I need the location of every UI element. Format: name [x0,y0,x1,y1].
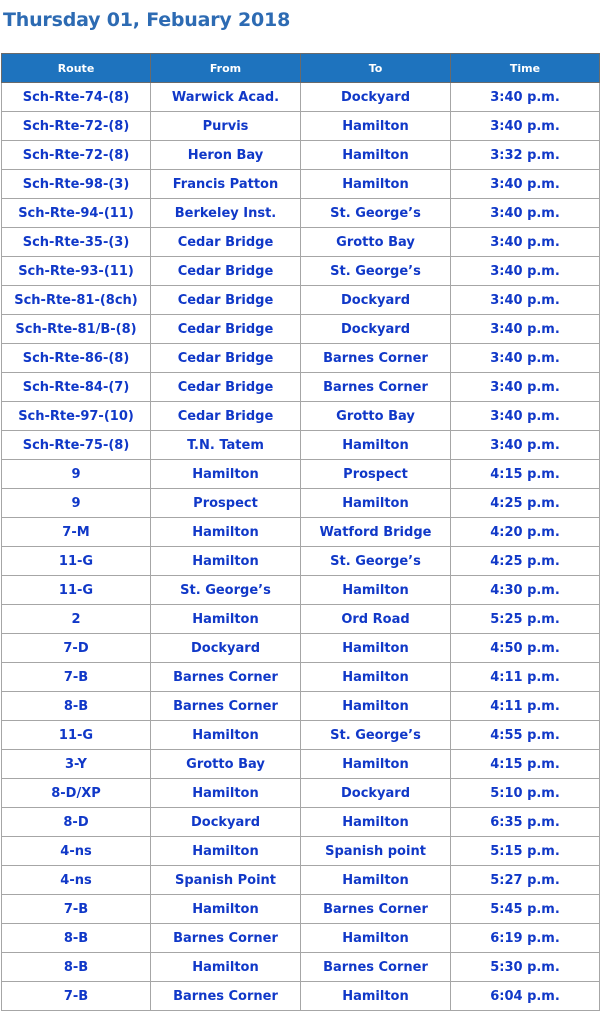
table-row [2,344,600,373]
to-cell: Dockyard [301,315,451,344]
table-row [2,779,600,808]
to-cell: Hamilton [301,170,451,199]
to-cell: Hamilton [301,489,451,518]
time-cell: 4:15 p.m. [451,460,600,489]
time-cell: 3:40 p.m. [451,257,600,286]
route-cell: 8-B [2,924,151,953]
from-cell: Hamilton [151,547,301,576]
from-cell: Spanish Point [151,866,301,895]
time-cell: 4:25 p.m. [451,547,600,576]
from-cell: Purvis [151,112,301,141]
route-cell: 7-B [2,663,151,692]
table-row [2,373,600,402]
time-cell: 4:30 p.m. [451,576,600,605]
from-cell: T.N. Tatem [151,431,301,460]
from-cell: Heron Bay [151,141,301,170]
time-cell: 6:04 p.m. [451,982,600,1011]
time-cell: 3:40 p.m. [451,431,600,460]
to-cell: Hamilton [301,112,451,141]
route-cell: Sch-Rte-35-(3) [2,228,151,257]
to-cell: Barnes Corner [301,953,451,982]
table-row [2,402,600,431]
to-cell: Hamilton [301,141,451,170]
bus-schedule-table [1,53,600,1011]
table-row [2,489,600,518]
to-cell: Dockyard [301,83,451,112]
time-cell: 4:11 p.m. [451,692,600,721]
table-row [2,924,600,953]
table-row [2,866,600,895]
route-cell: 8-B [2,692,151,721]
from-cell: Dockyard [151,634,301,663]
route-cell: 8-D/XP [2,779,151,808]
page-title: Thursday 01, Febuary 2018 [3,9,291,31]
time-cell: 3:40 p.m. [451,170,600,199]
route-cell: Sch-Rte-81-(8ch) [2,286,151,315]
to-cell: Dockyard [301,286,451,315]
to-cell: Spanish point [301,837,451,866]
time-cell: 5:15 p.m. [451,837,600,866]
to-cell: St. George’s [301,721,451,750]
to-cell: Hamilton [301,924,451,953]
to-cell: Hamilton [301,866,451,895]
table-row [2,228,600,257]
time-cell: 3:40 p.m. [451,228,600,257]
from-cell: Cedar Bridge [151,344,301,373]
route-cell: 4-ns [2,866,151,895]
table-row [2,982,600,1011]
route-cell: Sch-Rte-84-(7) [2,373,151,402]
time-cell: 5:10 p.m. [451,779,600,808]
time-cell: 3:40 p.m. [451,83,600,112]
table-row [2,141,600,170]
to-cell: Hamilton [301,750,451,779]
route-cell: 9 [2,489,151,518]
header-row [2,54,600,83]
time-cell: 5:45 p.m. [451,895,600,924]
table-row [2,576,600,605]
from-cell: Hamilton [151,605,301,634]
time-cell: 4:50 p.m. [451,634,600,663]
time-cell: 3:40 p.m. [451,344,600,373]
to-cell: St. George’s [301,199,451,228]
route-cell: 2 [2,605,151,634]
from-cell: Hamilton [151,953,301,982]
column-header-to: To [301,54,451,83]
table-row [2,286,600,315]
to-cell: Hamilton [301,808,451,837]
to-cell: Grotto Bay [301,402,451,431]
table-row [2,112,600,141]
from-cell: Francis Patton [151,170,301,199]
to-cell: St. George’s [301,547,451,576]
time-cell: 4:55 p.m. [451,721,600,750]
to-cell: Hamilton [301,634,451,663]
to-cell: Grotto Bay [301,228,451,257]
from-cell: Cedar Bridge [151,228,301,257]
table-row [2,808,600,837]
from-cell: Hamilton [151,721,301,750]
to-cell: Dockyard [301,779,451,808]
time-cell: 3:40 p.m. [451,402,600,431]
to-cell: Hamilton [301,663,451,692]
route-cell: 3-Y [2,750,151,779]
from-cell: Hamilton [151,518,301,547]
route-cell: Sch-Rte-93-(11) [2,257,151,286]
column-header-route: Route [2,54,151,83]
route-cell: Sch-Rte-75-(8) [2,431,151,460]
to-cell: Hamilton [301,431,451,460]
to-cell: Ord Road [301,605,451,634]
time-cell: 5:30 p.m. [451,953,600,982]
table-row [2,257,600,286]
table-row [2,460,600,489]
table-body [2,83,600,1011]
route-cell: 11-G [2,547,151,576]
to-cell: Barnes Corner [301,373,451,402]
table-row [2,663,600,692]
from-cell: Berkeley Inst. [151,199,301,228]
route-cell: 7-M [2,518,151,547]
route-cell: 7-B [2,895,151,924]
from-cell: Cedar Bridge [151,315,301,344]
route-cell: 7-D [2,634,151,663]
route-cell: Sch-Rte-72-(8) [2,141,151,170]
from-cell: Barnes Corner [151,692,301,721]
time-cell: 3:40 p.m. [451,315,600,344]
from-cell: Hamilton [151,460,301,489]
route-cell: 8-D [2,808,151,837]
from-cell: Prospect [151,489,301,518]
table-row [2,170,600,199]
to-cell: Hamilton [301,692,451,721]
to-cell: Hamilton [301,576,451,605]
route-cell: Sch-Rte-86-(8) [2,344,151,373]
from-cell: Grotto Bay [151,750,301,779]
to-cell: Watford Bridge [301,518,451,547]
route-cell: Sch-Rte-97-(10) [2,402,151,431]
from-cell: Cedar Bridge [151,402,301,431]
from-cell: Warwick Acad. [151,83,301,112]
from-cell: Hamilton [151,779,301,808]
table-row [2,547,600,576]
to-cell: Prospect [301,460,451,489]
time-cell: 3:40 p.m. [451,373,600,402]
route-cell: 9 [2,460,151,489]
table-row [2,605,600,634]
table-row [2,837,600,866]
table-row [2,634,600,663]
time-cell: 4:20 p.m. [451,518,600,547]
from-cell: Barnes Corner [151,982,301,1011]
column-header-from: From [151,54,301,83]
route-cell: 11-G [2,721,151,750]
from-cell: Dockyard [151,808,301,837]
from-cell: Cedar Bridge [151,373,301,402]
table-row [2,431,600,460]
time-cell: 4:15 p.m. [451,750,600,779]
route-cell: 4-ns [2,837,151,866]
from-cell: Barnes Corner [151,663,301,692]
from-cell: Cedar Bridge [151,257,301,286]
route-cell: 7-B [2,982,151,1011]
table-row [2,692,600,721]
table-row [2,83,600,112]
table-row [2,199,600,228]
column-header-time: Time [451,54,600,83]
route-cell: 8-B [2,953,151,982]
to-cell: Barnes Corner [301,895,451,924]
time-cell: 3:40 p.m. [451,112,600,141]
from-cell: St. George’s [151,576,301,605]
time-cell: 5:25 p.m. [451,605,600,634]
table-row [2,750,600,779]
route-cell: Sch-Rte-94-(11) [2,199,151,228]
time-cell: 6:35 p.m. [451,808,600,837]
from-cell: Cedar Bridge [151,286,301,315]
route-cell: Sch-Rte-98-(3) [2,170,151,199]
route-cell: 11-G [2,576,151,605]
route-cell: Sch-Rte-81/B-(8) [2,315,151,344]
route-cell: Sch-Rte-72-(8) [2,112,151,141]
from-cell: Barnes Corner [151,924,301,953]
to-cell: St. George’s [301,257,451,286]
time-cell: 4:11 p.m. [451,663,600,692]
from-cell: Hamilton [151,895,301,924]
time-cell: 3:32 p.m. [451,141,600,170]
to-cell: Barnes Corner [301,344,451,373]
table-row [2,895,600,924]
table-row [2,315,600,344]
table-row [2,721,600,750]
to-cell: Hamilton [301,982,451,1011]
table-row [2,953,600,982]
route-cell: Sch-Rte-74-(8) [2,83,151,112]
time-cell: 3:40 p.m. [451,286,600,315]
table-header [2,54,600,83]
time-cell: 3:40 p.m. [451,199,600,228]
time-cell: 4:25 p.m. [451,489,600,518]
time-cell: 5:27 p.m. [451,866,600,895]
time-cell: 6:19 p.m. [451,924,600,953]
table-row [2,518,600,547]
from-cell: Hamilton [151,837,301,866]
